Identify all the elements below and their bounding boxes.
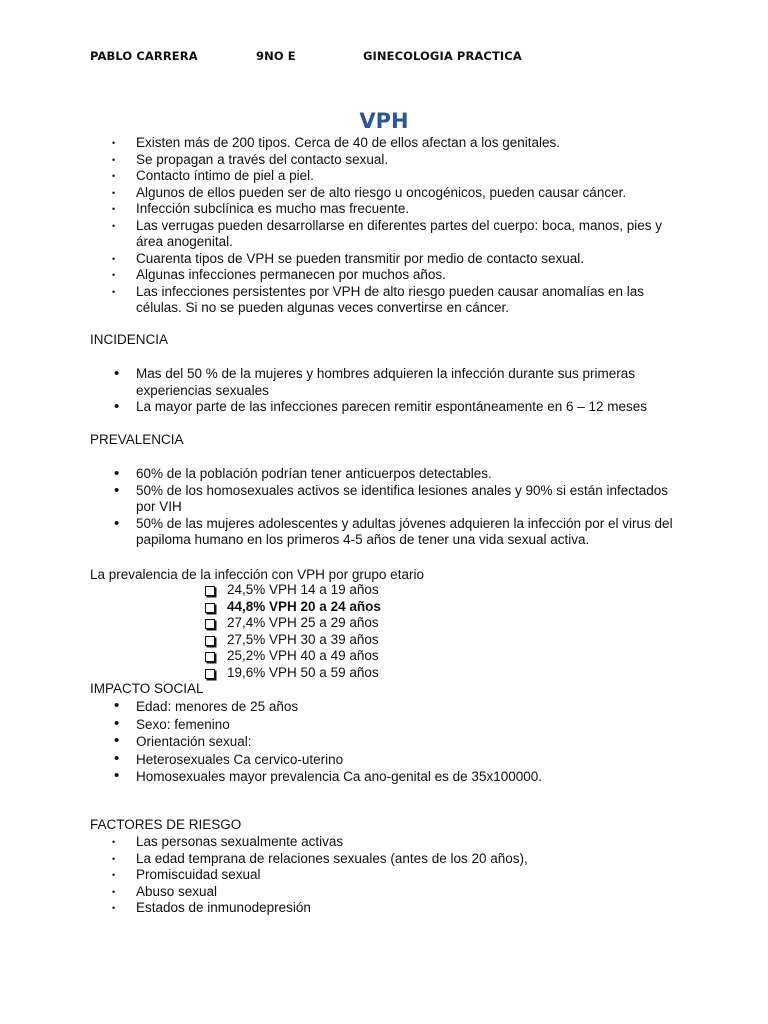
impacto-heading: IMPACTO SOCIAL [90, 681, 204, 696]
document-title: VPH [359, 109, 409, 133]
prevalencia-list [90, 466, 690, 549]
bullet-icon: • [112, 138, 116, 148]
list-item: • Promiscuidad sexual [112, 867, 261, 882]
list-item: • 60% de la población podrían tener anticuerpos detectables. [114, 465, 492, 482]
checkbox-item: 44,8% VPH 20 a 24 años [205, 599, 381, 616]
list-item: • 50% de los homosexuales activos se identifica lesiones anales y 90% si están infectados por VIH [114, 481, 669, 514]
bullet-icon: • [112, 837, 116, 847]
bullet-icon: • [112, 286, 116, 297]
bullet-icon: • [114, 514, 120, 532]
bullet-icon: • [114, 465, 120, 482]
bullet-icon: • [112, 270, 116, 280]
bullet-icon: • [114, 697, 120, 714]
bullet-icon: • [112, 204, 116, 214]
checkbox-item: 27,5% VPH 30 a 39 años [205, 632, 381, 649]
list-item: • Algunos de ellos pueden ser de alto riesgo u oncogénicos, pueden causar cáncer. [112, 184, 627, 200]
checkbox-icon [205, 619, 215, 629]
list-item: • Las verrugas pueden desarrollarse en diferentes partes del cuerpo: boca, manos, pies y área anogenital. [112, 217, 663, 249]
intro-list [90, 135, 690, 317]
incidencia-heading: INCIDENCIA [90, 332, 169, 347]
checkbox-icon [205, 669, 215, 679]
list-item: • Existen más de 200 tipos. Cerca de 40 de ellos afectan a los genitales. [112, 135, 561, 150]
list-item: • Estados de inmunodepresión [112, 900, 311, 915]
bullet-icon: • [112, 187, 116, 198]
impacto-list [90, 698, 690, 786]
subject-label: GINECOLOGIA PRACTICA [363, 49, 522, 63]
bullet-icon: • [114, 481, 120, 499]
checkbox-icon [205, 603, 215, 613]
checkbox-item: 25,2% VPH 40 a 49 años [205, 648, 381, 665]
bullet-icon: • [112, 154, 116, 165]
bullet-icon: • [114, 732, 120, 749]
checkbox-icon [205, 636, 215, 646]
bullet-icon: • [112, 853, 116, 864]
list-item: • Contacto íntimo de piel a piel. [112, 168, 314, 183]
list-item: • Abuso sexual [112, 883, 218, 899]
checkbox-item: 19,6% VPH 50 a 59 años [205, 665, 381, 682]
checkbox-icon [205, 586, 215, 596]
bullet-icon: • [112, 870, 116, 880]
grade-label: 9NO E [256, 49, 296, 63]
list-item: • Mas del 50 % de la mujeres y hombres adquieren la infección durante sus primeras experiencias sexuales [114, 365, 636, 398]
bullet-icon: • [112, 171, 116, 181]
list-item: • Sexo: femenino [114, 714, 230, 732]
bullet-icon: • [114, 749, 120, 767]
list-item: • Las personas sexualmente activas [112, 834, 344, 849]
bullet-icon: • [114, 767, 120, 784]
checkbox-item: 27,4% VPH 25 a 29 años [205, 615, 381, 632]
bullet-icon: • [114, 714, 120, 732]
author-name: PABLO CARRERA [90, 49, 198, 63]
bullet-icon: • [114, 398, 120, 415]
list-item: • Homosexuales mayor prevalencia Ca ano-genital es de 35x100000. [114, 767, 542, 784]
bullet-icon: • [112, 220, 116, 231]
bullet-icon: • [112, 903, 116, 913]
bullet-icon: • [112, 886, 116, 897]
list-item: • La mayor parte de las infecciones parecen remitir espontáneamente en 6 – 12 meses [114, 398, 648, 415]
list-item: • Orientación sexual: [114, 732, 252, 749]
list-item: • La edad temprana de relaciones sexuales (antes de los 20 años), [112, 850, 528, 866]
checkbox-icon [205, 652, 215, 662]
list-item: • Algunas infecciones permanecen por muchos años. [112, 267, 446, 282]
grupo-etario-list [205, 582, 381, 681]
prevalencia-heading: PREVALENCIA [90, 432, 184, 447]
list-item: • Edad: menores de 25 años [114, 697, 299, 714]
list-item: • 50% de las mujeres adolescentes y adultas jóvenes adquieren la infección por el virus del papiloma humano en los primeros 4-5 años de tener una vida sexual activa. [114, 514, 673, 547]
bullet-icon: • [112, 253, 116, 264]
factores-list [90, 834, 690, 917]
checkbox-item: 24,5% VPH 14 a 19 años [205, 582, 381, 599]
list-item: • Cuarenta tipos de VPH se pueden transmitir por medio de contacto sexual. [112, 250, 584, 266]
factores-heading: FACTORES DE RIESGO [90, 817, 242, 832]
list-item: • Se propagan a través del contacto sexual. [112, 151, 389, 167]
list-item: • Heterosexuales Ca cervico-uterino [114, 749, 344, 767]
bullet-icon: • [114, 365, 120, 382]
grupo-etario-intro: La prevalencia de la infección con VPH por grupo etario [90, 567, 424, 582]
list-item: • Infección subclínica es mucho mas frecuente. [112, 201, 410, 216]
incidencia-list [90, 366, 690, 416]
list-item: • Las infecciones persistentes por VPH de alto riesgo pueden causar anomalías en las células. Si no se pueden algunas veces convertirse en cáncer. [112, 283, 645, 315]
